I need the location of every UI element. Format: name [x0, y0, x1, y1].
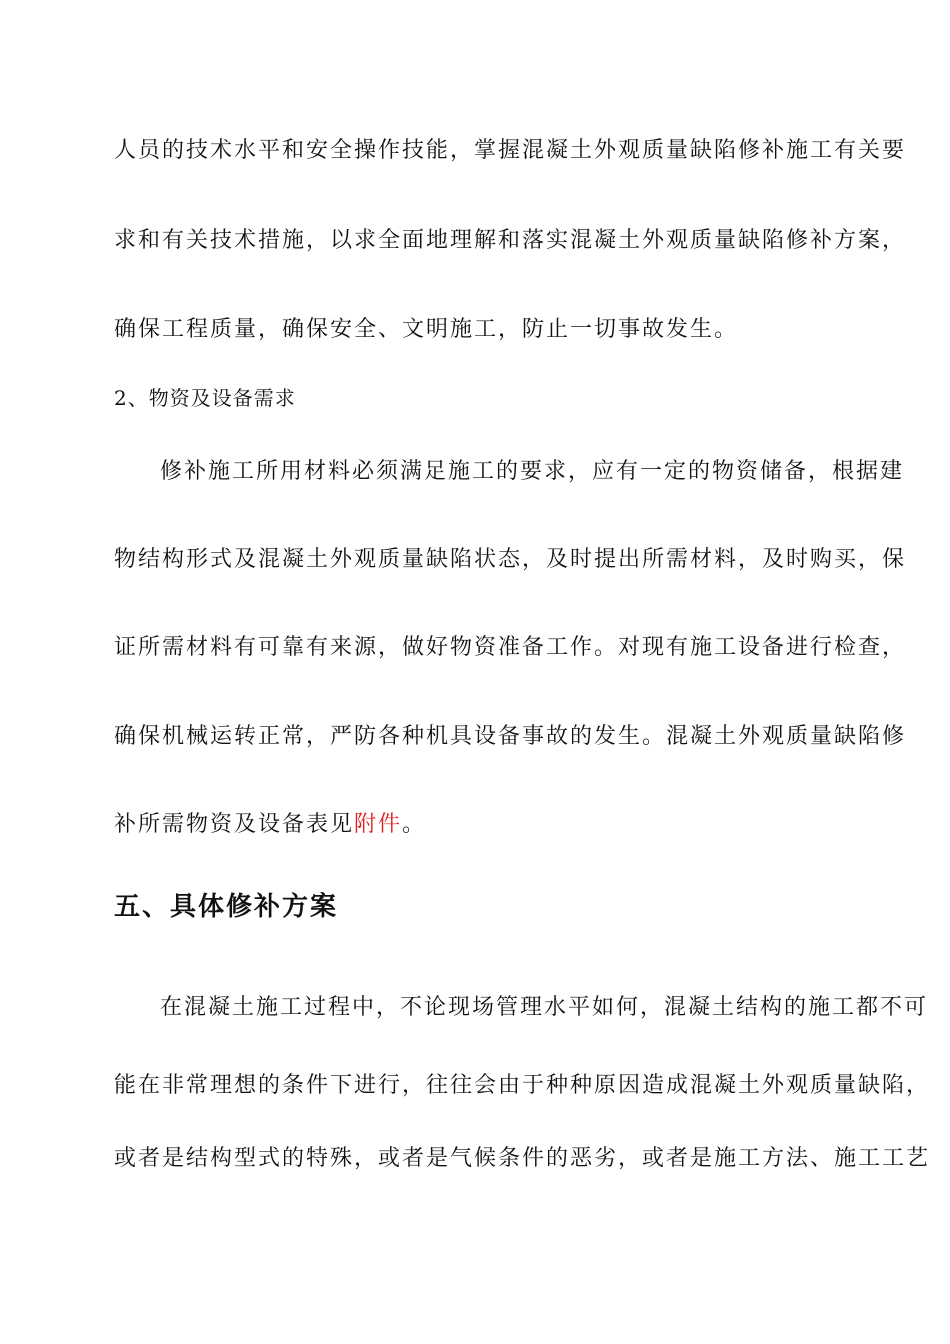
section-heading-repair-plan: 五、具体修补方案: [114, 892, 339, 922]
paragraph-line: 物结构形式及混凝土外观质量缺陷状态，及时提出所需材料，及时购买，保: [114, 547, 907, 572]
paragraph-text: 补所需物资及设备表见: [114, 812, 355, 837]
paragraph-line: 求和有关技术措施，以求全面地理解和落实混凝土外观质量缺陷修补方案，: [114, 228, 907, 253]
paragraph-line: 能在非常理想的条件下进行，往往会由于种种原因造成混凝土外观质量缺陷，: [114, 1073, 931, 1098]
paragraph-text: 。: [402, 812, 427, 837]
paragraph-line: 在混凝土施工过程中，不论现场管理水平如何，混凝土结构的施工都不可: [160, 995, 929, 1020]
paragraph-line: 修补施工所用材料必须满足施工的要求，应有一定的物资储备，根据建: [160, 459, 905, 484]
paragraph-line: 确保机械运转正常，严防各种机具设备事故的发生。混凝土外观质量缺陷修: [114, 724, 907, 749]
attachment-link[interactable]: 附件: [354, 812, 403, 837]
paragraph-line: 证所需材料有可靠有来源，做好物资准备工作。对现有施工设备进行检查，: [114, 635, 907, 660]
section-heading-materials: 2、物资及设备需求: [114, 386, 296, 410]
paragraph-line: 确保工程质量，确保安全、文明施工，防止一切事故发生。: [114, 317, 739, 342]
paragraph-line: 人员的技术水平和安全操作技能，掌握混凝土外观质量缺陷修补施工有关要: [114, 138, 907, 163]
paragraph-line: 或者是结构型式的特殊，或者是气候条件的恶劣，或者是施工方法、施工工艺: [114, 1146, 931, 1171]
paragraph-line-with-link: [114, 810, 426, 840]
